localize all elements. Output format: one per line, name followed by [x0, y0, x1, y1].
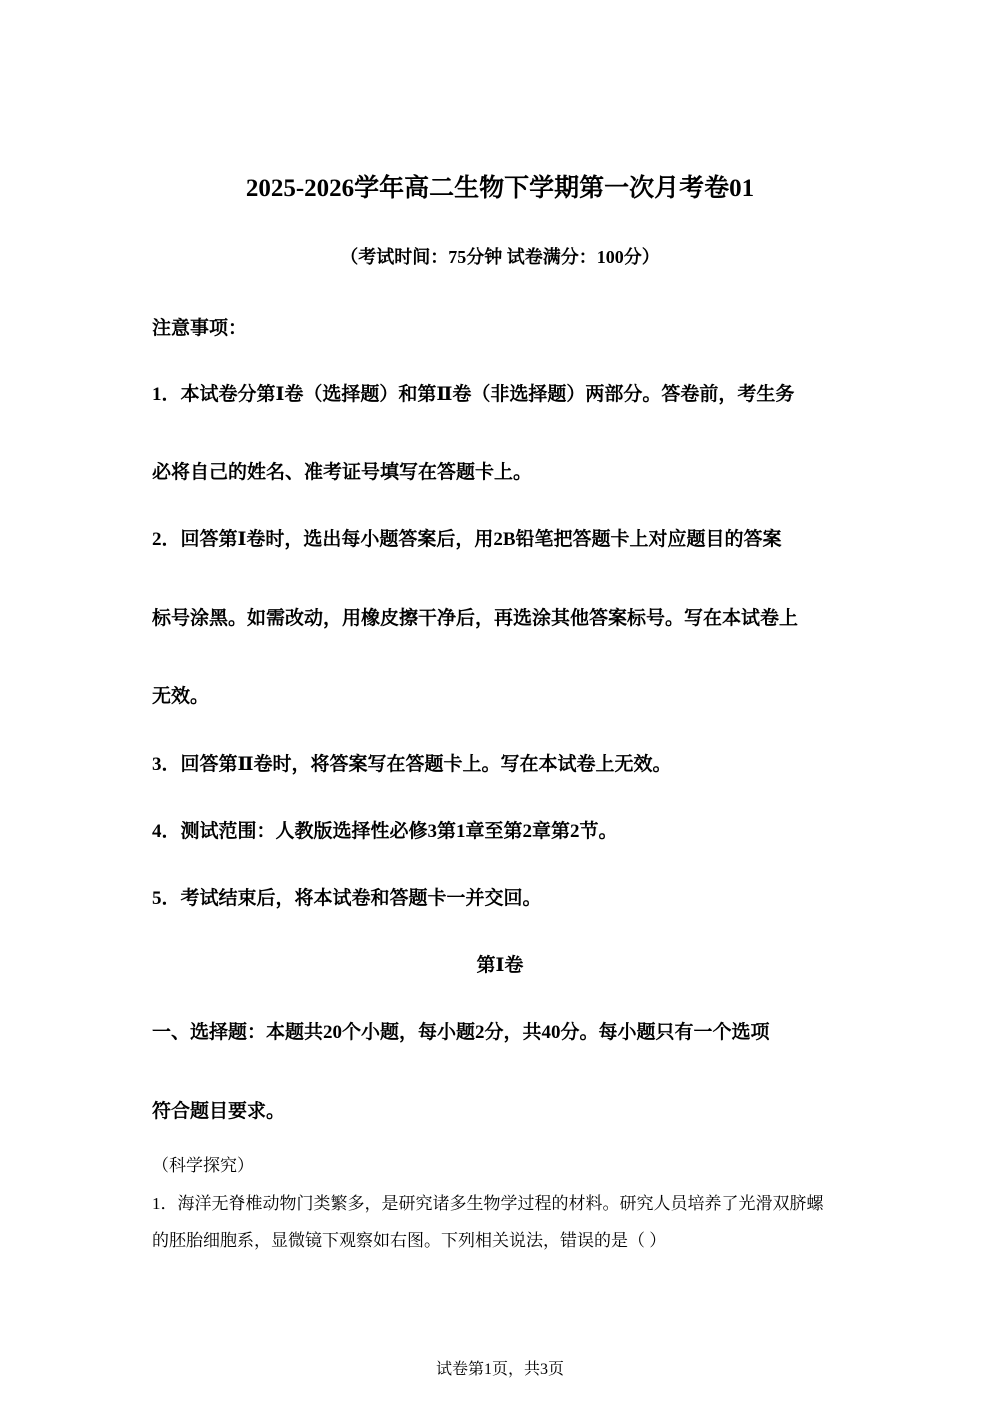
notice-line: 标号涂黑。如需改动，用橡皮擦干净后，再选涂其他答案标号。写在本试卷上: [152, 608, 799, 629]
notice-line: 无效。: [152, 686, 210, 707]
part-one-instruction: 符合题目要求。: [152, 1101, 286, 1122]
exam-info-subtitle: （考试时间：75分钟 试卷满分：100分）: [340, 247, 660, 267]
question-text: 的胚胎细胞系，显微镜下观察如右图。下列相关说法，错误的是（ ）: [152, 1231, 667, 1250]
section-title: 第Ⅰ卷: [476, 955, 524, 976]
part-one-instruction: 一、选择题：本题共20个小题，每小题2分，共40分。每小题只有一个选项: [152, 1022, 770, 1043]
question-text: 1．海洋无脊椎动物门类繁多，是研究诸多生物学过程的材料。研究人员培养了光滑双脐螺: [152, 1194, 824, 1213]
notice-line: 3．回答第Ⅱ卷时，将答案写在答题卡上。写在本试卷上无效。: [152, 754, 672, 775]
notice-line: 5．考试结束后，将本试卷和答题卡一并交回。: [152, 888, 542, 909]
question-category-tag: （科学探究）: [152, 1156, 254, 1175]
page-title: 2025-2026学年高二生物下学期第一次月考卷01: [245, 175, 755, 202]
notice-line: 必将自己的姓名、准考证号填写在答题卡上。: [152, 462, 533, 483]
page-footer: 试卷第1页，共3页: [435, 1361, 564, 1378]
notice-heading: 注意事项：: [152, 318, 248, 339]
notice-line: 4．测试范围：人教版选择性必修3第1章至第2章第2节。: [152, 821, 618, 842]
notice-line: 1．本试卷分第Ⅰ卷（选择题）和第Ⅱ卷（非选择题）两部分。答卷前，考生务: [152, 384, 795, 405]
notice-line: 2．回答第Ⅰ卷时，选出每小题答案后，用2B铅笔把答题卡上对应题目的答案: [152, 529, 782, 550]
